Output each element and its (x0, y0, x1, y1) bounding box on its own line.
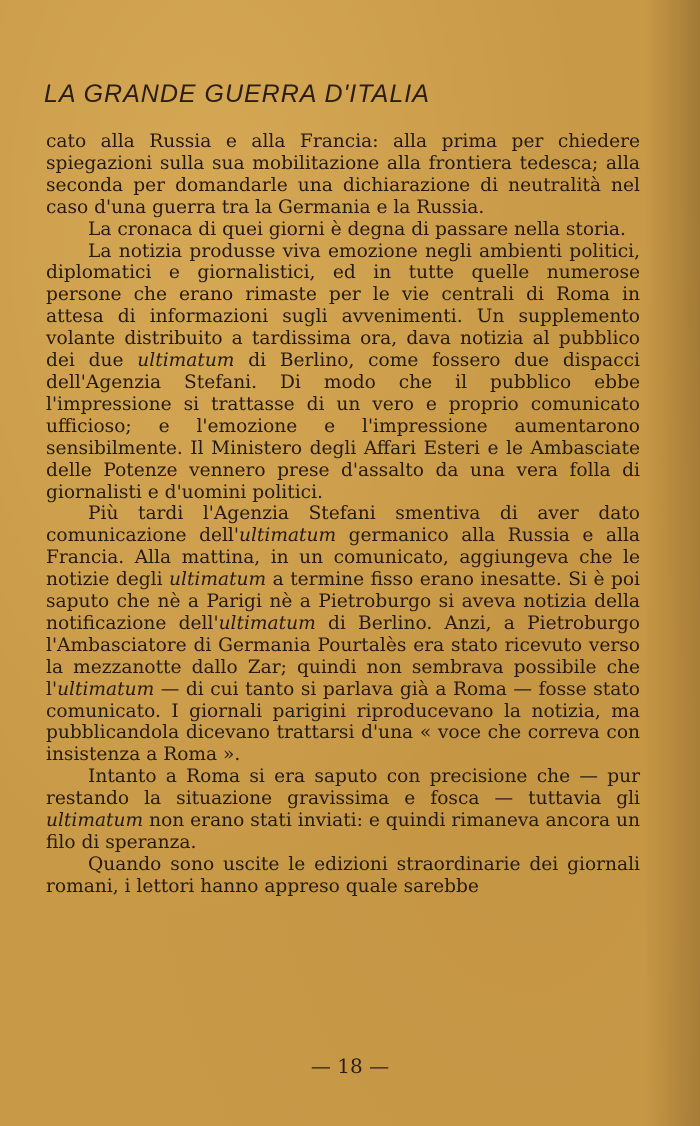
italic-term: ultimatum (46, 810, 144, 832)
paragraph (46, 766, 640, 854)
paragraph (46, 503, 640, 766)
text-run: La cronaca di quei giorni è degna di passare nella storia. (88, 218, 626, 240)
paragraph (46, 131, 640, 219)
text-run: germanico alla Russia e alla Francia. Alla mattina, in un comunicato, aggiungeva che le notizie degli (46, 525, 640, 591)
body-text (46, 131, 640, 898)
paragraph (46, 219, 640, 241)
page-number: — 18 — (310, 1054, 390, 1078)
text-run: Intanto a Roma si era saputo con precisione che — pur restando la situazione gravissima e fosca — tuttavia gli (46, 766, 640, 810)
italic-term: ultimatum (169, 569, 267, 591)
text-run: a termine fisso erano inesatte. Si è poi saputo che nè a Parigi nè a Pietroburgo si aveva notizia della notificazione dell' (46, 569, 641, 634)
running-title: LA GRANDE GUERRA D'ITALIA (44, 80, 430, 108)
text-run: di Berlino. Anzi, a Pietroburgo l'Ambasciatore di Germania Pourtalès era stato ricevuto verso la mezzanotte dallo Zar; quindi non sembrava possibile che l' (46, 612, 640, 700)
italic-term: ultimatum (137, 350, 235, 372)
italic-term: ultimatum (218, 612, 316, 634)
paragraph (46, 854, 640, 898)
text-run: La notizia produsse viva emozione negli ambienti politici, diplomatici e giornalistici, ed in tutte quelle numerose persone che erano rimaste per le vie centrali di Roma in attesa di informazioni sugli avvenimenti. Un supplemento volante distribuito a tardissima ora, dava notizia al pubblico dei due (46, 240, 640, 372)
italic-term: ultimatum (57, 678, 155, 700)
paragraph (46, 241, 640, 504)
text-run: Quando sono uscite le edizioni straordinarie dei giornali romani, i lettori hanno appreso quale sarebbe (46, 853, 640, 897)
text-run: Più tardi l'Agenzia Stefani smentiva di aver dato comunicazione dell' (46, 503, 640, 547)
text-run: — di cui tanto si parlava già a Roma — fosse stato comunicato. I giornali parigini riproducevano la notizia, ma pubblicandola dicevano trattarsi d'una « voce che correva con insistenza a Roma ». (46, 678, 640, 766)
italic-term: ultimatum (238, 525, 337, 547)
text-run: di Berlino, come fossero due dispacci dell'Agenzia Stefani. Di modo che il pubblico ebbe l'impressione si trattasse di un vero e proprio comunicato ufficioso; e l'emozione e l'impressione aumentarono sensibilmente. Il Ministero degli Affari Esteri e le Ambasciate delle Potenze vennero prese d'assalto da una vera folla di giornalisti e d'uomini politici. (46, 350, 640, 503)
text-run: non erano stati inviati: e quindi rimaneva ancora un filo di speranza. (46, 810, 640, 853)
text-run: cato alla Russia e alla Francia: alla prima per chiedere spiegazioni sulla sua mobilitazione alla frontiera tedesca; alla seconda per domandarle una dichiarazione di neutralità nel caso d'una guerra tra la Germania e la Russia. (46, 131, 640, 218)
